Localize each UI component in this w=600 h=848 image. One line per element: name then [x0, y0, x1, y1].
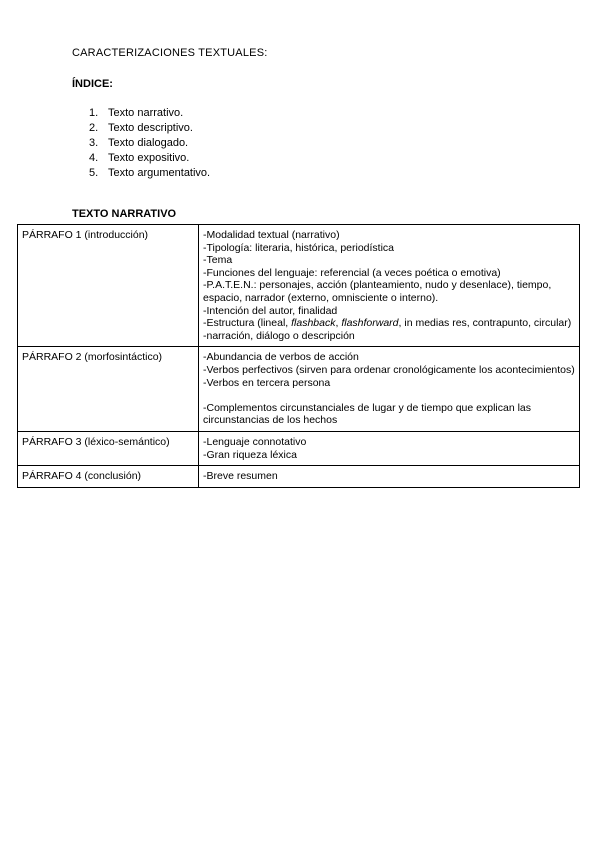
index-item-label: Texto expositivo.	[108, 152, 190, 164]
index-item-number: 3.	[89, 137, 99, 149]
row-content	[199, 347, 580, 432]
table-row	[18, 466, 580, 488]
content-line: -Verbos en tercera persona	[203, 376, 331, 389]
structure-line	[203, 317, 575, 330]
index-item	[89, 166, 210, 181]
page-title: CARACTERIZACIONES TEXTUALES:	[72, 47, 268, 59]
table-row	[18, 431, 580, 465]
content-line: -Modalidad textual (narrativo)	[203, 229, 340, 241]
blank-line	[203, 389, 575, 402]
content-line: -Abundancia de verbos de acción	[203, 351, 359, 364]
index-item-label: Texto dialogado.	[108, 137, 189, 149]
content-line: -Lenguaje connotativo	[203, 435, 307, 448]
structure-separator: ,	[335, 317, 342, 330]
index-item-number: 1.	[89, 107, 99, 119]
index-item-number: 2.	[89, 122, 99, 134]
table-row	[18, 225, 580, 347]
row-label: PÁRRAFO 2 (morfosintáctico)	[18, 347, 199, 432]
index-item-number: 4.	[89, 152, 99, 164]
content-line: -Funciones del lenguaje: referencial (a veces poética o emotiva)	[203, 266, 501, 279]
index-item-number: 5.	[89, 167, 99, 179]
index-list	[89, 106, 210, 181]
content-line: -Breve resumen	[203, 470, 278, 483]
row-content	[199, 225, 580, 347]
flashforward-term: flashforward	[341, 317, 399, 330]
row-label: PÁRRAFO 3 (léxico-semántico)	[18, 431, 199, 465]
index-item-label: Texto argumentativo.	[108, 167, 211, 179]
content-line: -Complementos circunstanciales de lugar y de tiempo que explican las circunstancias de los hechos	[203, 401, 532, 427]
content-line: -P.A.T.E.N.: personajes, acción (planteamiento, nudo y desenlace), tiempo, espacio, narrador (externo, omnisciente o interno).	[203, 279, 552, 304]
content-line: -Tipología: literaria, histórica, periodística	[203, 241, 395, 254]
content-line: -Tema	[203, 254, 233, 267]
index-item	[89, 121, 210, 136]
row-content	[199, 466, 580, 488]
row-label: PÁRRAFO 4 (conclusión)	[18, 466, 199, 488]
index-heading: ÍNDICE:	[72, 78, 113, 90]
content-line: -Intención del autor, finalidad	[203, 304, 338, 317]
index-item-label: Texto narrativo.	[108, 107, 184, 119]
index-item	[89, 136, 210, 151]
flashback-term: flashback	[291, 317, 336, 330]
structure-prefix: -Estructura (lineal,	[203, 317, 292, 330]
index-item-label: Texto descriptivo.	[108, 122, 193, 134]
index-item	[89, 151, 210, 166]
analysis-table	[17, 224, 580, 488]
content-line: -Verbos perfectivos (sirven para ordenar cronológicamente los acontecimientos)	[203, 363, 575, 376]
structure-suffix: , in medias res, contrapunto, circular)	[398, 317, 572, 330]
table-row	[18, 347, 580, 432]
content-line: -Gran riqueza léxica	[203, 448, 297, 461]
row-label: PÁRRAFO 1 (introducción)	[18, 225, 199, 347]
content-line: -narración, diálogo o descripción	[203, 329, 355, 342]
index-item	[89, 106, 210, 121]
row-content	[199, 431, 580, 465]
section-heading: TEXTO NARRATIVO	[72, 208, 177, 220]
